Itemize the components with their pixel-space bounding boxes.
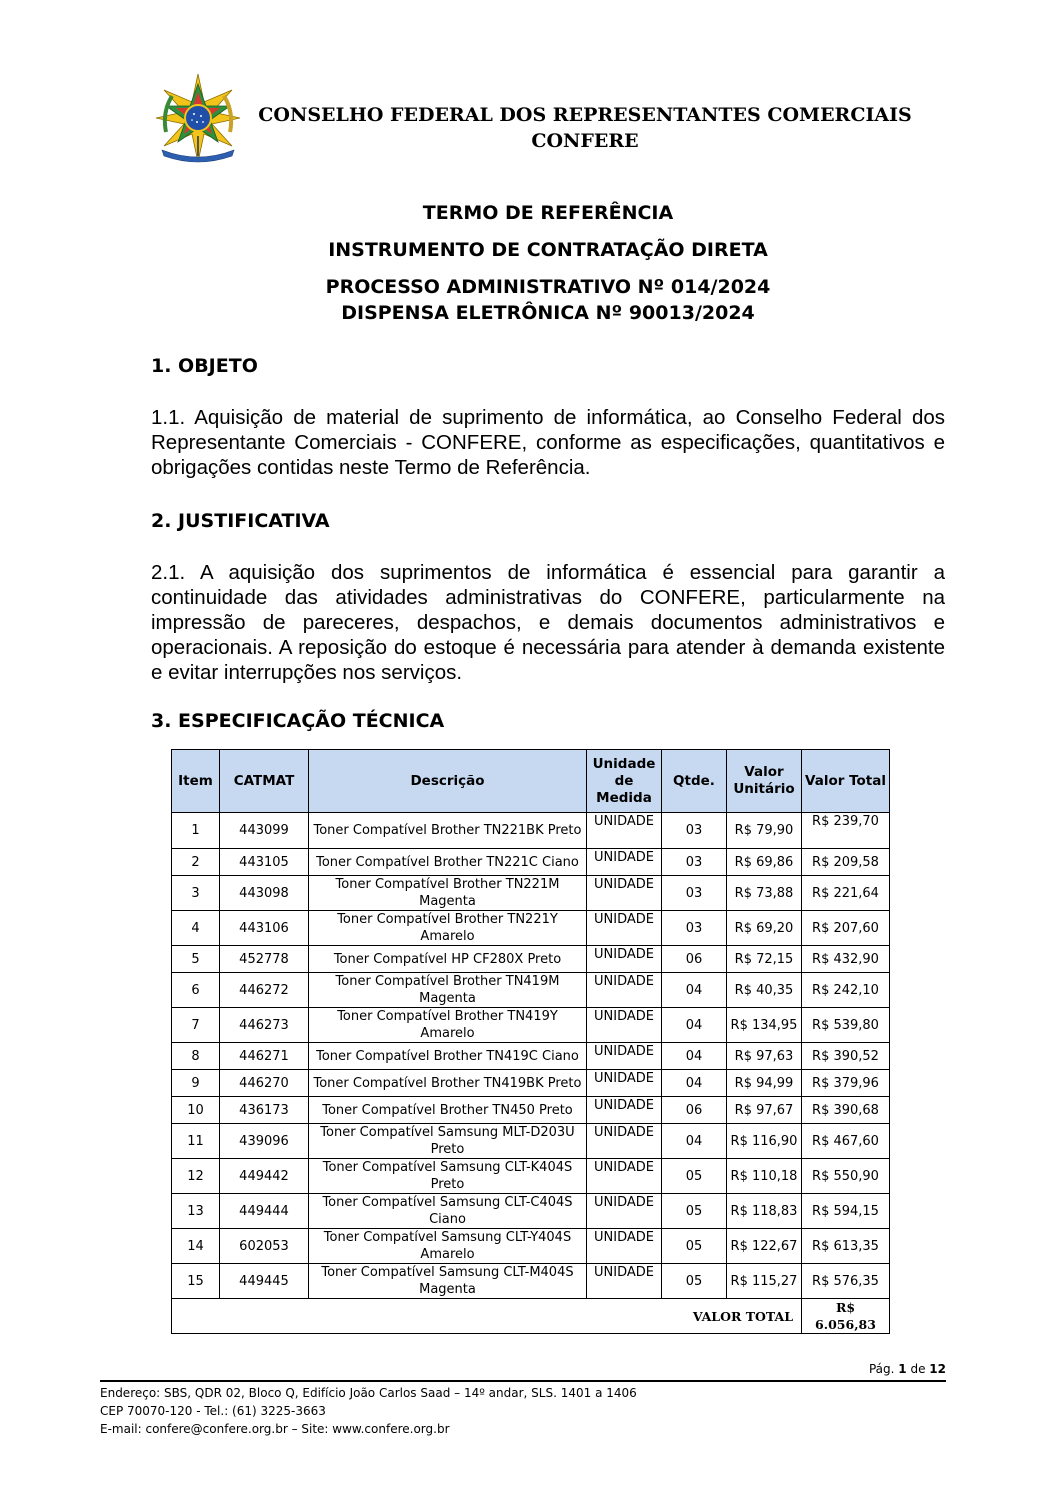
cell-qtde: 04 [662, 973, 727, 1008]
title-processo: PROCESSO ADMINISTRATIVO Nº 014/2024 [325, 276, 771, 298]
table-row [172, 1159, 890, 1194]
section-heading-justificativa: 2. JUSTIFICATIVA [151, 510, 330, 532]
cell-descricao: Toner Compatível Brother TN419C Ciano [309, 1043, 587, 1070]
cell-item: 4 [172, 911, 220, 946]
title-dispensa: DISPENSA ELETRÔNICA Nº 90013/2024 [341, 302, 755, 324]
cell-valor-unitario: R$ 94,99 [727, 1070, 802, 1097]
table-row [172, 1264, 890, 1299]
cell-valor-total: R$ 379,96 [802, 1070, 890, 1097]
cell-descricao: Toner Compatível Samsung CLT-M404S Magenta [309, 1264, 587, 1299]
organization-name-line2: CONFERE [531, 130, 639, 152]
cell-item: 1 [172, 813, 220, 849]
table-row [172, 849, 890, 876]
cell-unidade: UNIDADE [587, 911, 662, 946]
page-number-current: 1 [898, 1362, 907, 1376]
cell-qtde: 06 [662, 946, 727, 973]
cell-item: 15 [172, 1264, 220, 1299]
cell-qtde: 05 [662, 1264, 727, 1299]
cell-valor-total: R$ 539,80 [802, 1008, 890, 1043]
cell-valor-total: R$ 239,70 [802, 813, 890, 849]
cell-unidade: UNIDADE [587, 1229, 662, 1264]
cell-catmat: 443098 [220, 876, 309, 911]
cell-valor-unitario: R$ 134,95 [727, 1008, 802, 1043]
cell-valor-unitario: R$ 97,67 [727, 1097, 802, 1124]
cell-valor-unitario: R$ 69,86 [727, 849, 802, 876]
cell-descricao: Toner Compatível Samsung CLT-Y404S Amarelo [309, 1229, 587, 1264]
footer-contact: CEP 70070-120 - Tel.: (61) 3225-3663 [100, 1404, 326, 1418]
cell-descricao: Toner Compatível Samsung MLT-D203U Preto [309, 1124, 587, 1159]
table-row [172, 973, 890, 1008]
cell-valor-unitario: R$ 118,83 [727, 1194, 802, 1229]
header-catmat: CATMAT [220, 750, 309, 813]
cell-item: 13 [172, 1194, 220, 1229]
cell-item: 11 [172, 1124, 220, 1159]
cell-valor-unitario: R$ 115,27 [727, 1264, 802, 1299]
table-total-row [172, 1299, 890, 1334]
header-valor-unitario: Valor Unitário [727, 750, 802, 813]
cell-qtde: 03 [662, 911, 727, 946]
cell-catmat: 449445 [220, 1264, 309, 1299]
cell-valor-unitario: R$ 73,88 [727, 876, 802, 911]
page-number-prefix: Pág. [868, 1362, 895, 1376]
section-heading-especificacao: 3. ESPECIFICAÇÃO TÉCNICA [151, 710, 445, 732]
table-row [172, 813, 890, 849]
cell-descricao: Toner Compatível Samsung CLT-C404S Ciano [309, 1194, 587, 1229]
table-row [172, 911, 890, 946]
cell-valor-unitario: R$ 72,15 [727, 946, 802, 973]
cell-item: 12 [172, 1159, 220, 1194]
table-row [172, 1043, 890, 1070]
cell-descricao: Toner Compatível Brother TN419Y Amarelo [309, 1008, 587, 1043]
cell-unidade: UNIDADE [587, 849, 662, 876]
cell-qtde: 04 [662, 1008, 727, 1043]
cell-unidade: UNIDADE [587, 1124, 662, 1159]
cell-catmat: 446271 [220, 1043, 309, 1070]
table-row [172, 1070, 890, 1097]
cell-unidade: UNIDADE [587, 1097, 662, 1124]
cell-unidade: UNIDADE [587, 946, 662, 973]
cell-valor-total: R$ 576,35 [802, 1264, 890, 1299]
cell-valor-total: R$ 209,58 [802, 849, 890, 876]
cell-catmat: 443099 [220, 813, 309, 849]
cell-valor-total: R$ 467,60 [802, 1124, 890, 1159]
cell-descricao: Toner Compatível Brother TN221BK Preto [309, 813, 587, 849]
table-row [172, 1229, 890, 1264]
table-row [172, 876, 890, 911]
cell-valor-unitario: R$ 116,90 [727, 1124, 802, 1159]
header-unidade: Unidade de Medida [587, 750, 662, 813]
page-number [820, 1362, 946, 1376]
cell-qtde: 03 [662, 849, 727, 876]
table-row [172, 1124, 890, 1159]
page-number-of: de [910, 1362, 926, 1376]
section-text-objeto: 1.1. Aquisição de material de suprimento de informática, ao Conselho Federal dos Representante Comerciais - CONFERE, conforme as especificações, quantitativos e obrigações contidas neste Termo de Referência. [151, 406, 945, 479]
document-titles [150, 200, 946, 326]
specification-table [171, 749, 890, 1334]
title-termo: TERMO DE REFERÊNCIA [422, 202, 674, 224]
cell-valor-total: R$ 390,52 [802, 1043, 890, 1070]
header-descricao: Descrição [309, 750, 587, 813]
cell-qtde: 05 [662, 1194, 727, 1229]
cell-unidade: UNIDADE [587, 1070, 662, 1097]
cell-qtde: 04 [662, 1070, 727, 1097]
cell-unidade: UNIDADE [587, 1159, 662, 1194]
cell-descricao: Toner Compatível Brother TN419M Magenta [309, 973, 587, 1008]
cell-qtde: 03 [662, 813, 727, 849]
cell-valor-unitario: R$ 69,20 [727, 911, 802, 946]
cell-item: 6 [172, 973, 220, 1008]
cell-valor-total: R$ 242,10 [802, 973, 890, 1008]
footer-divider [100, 1380, 946, 1382]
cell-valor-unitario: R$ 110,18 [727, 1159, 802, 1194]
header-qtde: Qtde. [662, 750, 727, 813]
cell-qtde: 06 [662, 1097, 727, 1124]
header-valor-total: Valor Total [802, 750, 890, 813]
cell-valor-unitario: R$ 122,67 [727, 1229, 802, 1264]
cell-catmat: 446273 [220, 1008, 309, 1043]
footer-address: Endereço: SBS, QDR 02, Bloco Q, Edifício João Carlos Saad – 14º andar, SLS. 1401 a 1406 [100, 1386, 637, 1400]
table-row [172, 1194, 890, 1229]
cell-valor-unitario: R$ 40,35 [727, 973, 802, 1008]
cell-qtde: 04 [662, 1124, 727, 1159]
cell-descricao: Toner Compatível Brother TN450 Preto [309, 1097, 587, 1124]
cell-catmat: 449444 [220, 1194, 309, 1229]
section-heading-objeto: 1. OBJETO [151, 355, 258, 377]
cell-valor-total: R$ 207,60 [802, 911, 890, 946]
cell-valor-total: R$ 221,64 [802, 876, 890, 911]
cell-catmat: 443106 [220, 911, 309, 946]
cell-descricao: Toner Compatível Brother TN221C Ciano [309, 849, 587, 876]
cell-valor-total: R$ 390,68 [802, 1097, 890, 1124]
cell-item: 10 [172, 1097, 220, 1124]
cell-catmat: 602053 [220, 1229, 309, 1264]
cell-item: 14 [172, 1229, 220, 1264]
brazil-coat-of-arms-icon [152, 72, 244, 164]
cell-unidade: UNIDADE [587, 973, 662, 1008]
cell-valor-total: R$ 432,90 [802, 946, 890, 973]
cell-valor-total: R$ 594,15 [802, 1194, 890, 1229]
cell-descricao: Toner Compatível HP CF280X Preto [309, 946, 587, 973]
table-body [172, 813, 890, 1299]
header-item: Item [172, 750, 220, 813]
total-value: R$ 6.056,83 [802, 1299, 890, 1334]
cell-item: 2 [172, 849, 220, 876]
cell-catmat: 439096 [220, 1124, 309, 1159]
cell-item: 8 [172, 1043, 220, 1070]
cell-item: 3 [172, 876, 220, 911]
table-row [172, 1097, 890, 1124]
cell-valor-total: R$ 613,35 [802, 1229, 890, 1264]
cell-unidade: UNIDADE [587, 1043, 662, 1070]
cell-descricao: Toner Compatível Brother TN221Y Amarelo [309, 911, 587, 946]
cell-unidade: UNIDADE [587, 876, 662, 911]
cell-qtde: 05 [662, 1159, 727, 1194]
cell-catmat: 449442 [220, 1159, 309, 1194]
cell-unidade: UNIDADE [587, 1194, 662, 1229]
cell-valor-unitario: R$ 79,90 [727, 813, 802, 849]
cell-descricao: Toner Compatível Brother TN419BK Preto [309, 1070, 587, 1097]
cell-qtde: 05 [662, 1229, 727, 1264]
cell-item: 5 [172, 946, 220, 973]
cell-catmat: 446272 [220, 973, 309, 1008]
cell-valor-total: R$ 550,90 [802, 1159, 890, 1194]
title-instrumento: INSTRUMENTO DE CONTRATAÇÃO DIRETA [328, 239, 768, 261]
cell-unidade: UNIDADE [587, 1008, 662, 1043]
footer [100, 1384, 637, 1438]
total-label: VALOR TOTAL [172, 1299, 802, 1334]
cell-catmat: 443105 [220, 849, 309, 876]
section-text-justificativa: 2.1. A aquisição dos suprimentos de informática é essencial para garantir a continuidade das atividades administrativas do CONFERE, particularmente na impressão de pareceres, despachos, e demais documentos administrativos e operacionais. A reposição do estoque é necessária para atender à demanda existente e evitar interrupções nos serviços. [151, 561, 945, 684]
table-row [172, 946, 890, 973]
cell-item: 9 [172, 1070, 220, 1097]
cell-descricao: Toner Compatível Samsung CLT-K404S Preto [309, 1159, 587, 1194]
table-row [172, 1008, 890, 1043]
cell-catmat: 452778 [220, 946, 309, 973]
page-number-total: 12 [929, 1362, 946, 1376]
organization-name [250, 102, 920, 154]
cell-descricao: Toner Compatível Brother TN221M Magenta [309, 876, 587, 911]
table-header-row [172, 750, 890, 813]
cell-catmat: 446270 [220, 1070, 309, 1097]
organization-name-line1: CONSELHO FEDERAL DOS REPRESENTANTES COMERCIAIS [258, 104, 912, 126]
cell-unidade: UNIDADE [587, 1264, 662, 1299]
footer-email-site: E-mail: confere@confere.org.br – Site: www.confere.org.br [100, 1422, 450, 1436]
cell-item: 7 [172, 1008, 220, 1043]
cell-catmat: 436173 [220, 1097, 309, 1124]
cell-unidade: UNIDADE [587, 813, 662, 849]
cell-qtde: 03 [662, 876, 727, 911]
cell-qtde: 04 [662, 1043, 727, 1070]
cell-valor-unitario: R$ 97,63 [727, 1043, 802, 1070]
